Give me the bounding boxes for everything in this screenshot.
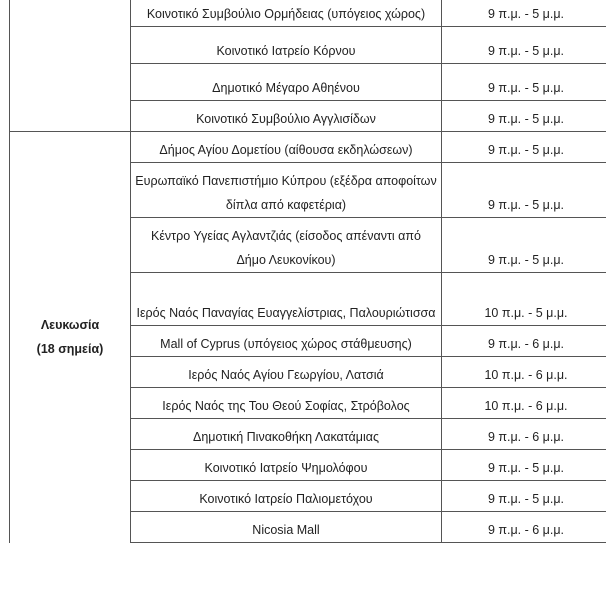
location-cell: Κέντρο Υγείας Αγλαντζιάς (είσοδος απέναντι από Δήμο Λευκονίκου) (131, 218, 442, 273)
hours-cell: 9 π.μ. - 5 μ.μ. (442, 64, 606, 101)
location-cell: Δήμος Αγίου Δομετίου (αίθουσα εκδηλώσεων) (131, 132, 442, 163)
hours-cell: 9 π.μ. - 5 μ.μ. (442, 132, 606, 163)
location-cell: Δημοτικό Μέγαρο Αθηένου (131, 64, 442, 101)
location-cell: Κοινοτικό Συμβούλιο Αγγλισίδων (131, 101, 442, 132)
hours-cell: 9 π.μ. - 5 μ.μ. (442, 450, 606, 481)
hours-cell: 9 π.μ. - 6 μ.μ. (442, 419, 606, 450)
location-cell: Mall of Cyprus (υπόγειος χώρος στάθμευσης) (131, 326, 442, 357)
region-count: (18 σημεία) (36, 342, 104, 357)
previous-region-cell (10, 0, 131, 132)
location-cell: Κοινοτικό Ιατρείο Ψημολόφου (131, 450, 442, 481)
hours-cell: 9 π.μ. - 5 μ.μ. (442, 218, 606, 273)
table-row (10, 0, 606, 27)
table-row (10, 132, 606, 163)
hours-cell: 9 π.μ. - 6 μ.μ. (442, 326, 606, 357)
hours-cell: 9 π.μ. - 5 μ.μ. (442, 481, 606, 512)
location-cell: Δημοτική Πινακοθήκη Λακατάμιας (131, 419, 442, 450)
hours-cell: 9 π.μ. - 5 μ.μ. (442, 0, 606, 27)
region-name: Λευκωσία (40, 318, 100, 333)
region-cell (10, 132, 131, 543)
location-cell: Κοινοτικό Ιατρείο Κόρνου (131, 27, 442, 64)
location-cell: Ευρωπαϊκό Πανεπιστήμιο Κύπρου (εξέδρα αποφοίτων δίπλα από καφετέρια) (131, 163, 442, 218)
hours-cell: 9 π.μ. - 5 μ.μ. (442, 27, 606, 64)
location-cell: Nicosia Mall (131, 512, 442, 543)
hours-cell: 9 π.μ. - 6 μ.μ. (442, 512, 606, 543)
location-cell: Ιερός Ναός Παναγίας Ευαγγελίστριας, Παλουριώτισσα (131, 273, 442, 326)
hours-cell: 9 π.μ. - 5 μ.μ. (442, 101, 606, 132)
hours-cell: 10 π.μ. - 5 μ.μ. (442, 273, 606, 326)
location-cell: Ιερός Ναός της Του Θεού Σοφίας, Στρόβολος (131, 388, 442, 419)
location-cell: Ιερός Ναός Αγίου Γεωργίου, Λατσιά (131, 357, 442, 388)
hours-cell: 10 π.μ. - 6 μ.μ. (442, 388, 606, 419)
hours-cell: 9 π.μ. - 5 μ.μ. (442, 163, 606, 218)
location-cell: Κοινοτικό Συμβούλιο Ορμήδειας (υπόγειος χώρος) (131, 0, 442, 27)
location-cell: Κοινοτικό Ιατρείο Παλιομετόχου (131, 481, 442, 512)
vaccination-points-table (9, 0, 606, 543)
hours-cell: 10 π.μ. - 6 μ.μ. (442, 357, 606, 388)
